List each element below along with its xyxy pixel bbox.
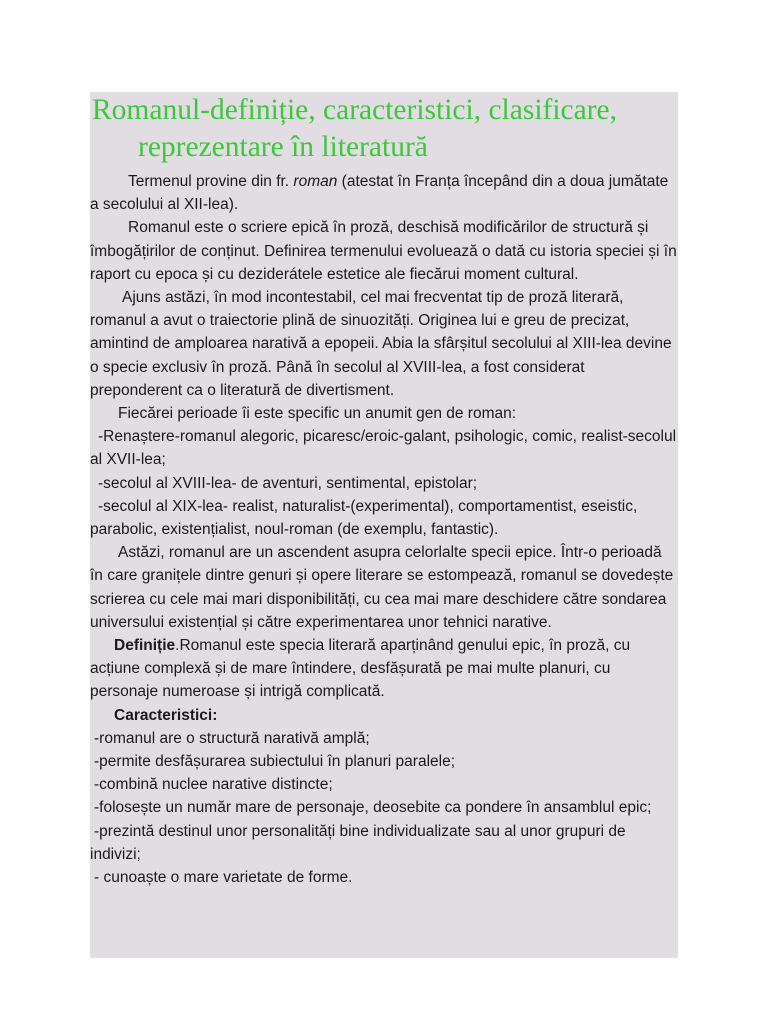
paragraph-periods-intro: Fiecărei perioade îi este specific un anumit gen de roman: <box>118 405 517 423</box>
page-title <box>92 92 682 166</box>
title-line-1: Romanul-definiție, caracteristici, clasificare, <box>92 94 618 126</box>
characteristics-heading: Caracteristici: <box>114 706 218 724</box>
origin-term: roman <box>293 173 338 190</box>
list-item-18th-century: -secolul al XVIII-lea- de aventuri, sentimental, epistolar; <box>98 474 478 492</box>
definition-label: Definiție <box>114 637 176 655</box>
document-body <box>90 170 678 889</box>
definition-text: .Romanul este specia literară aparținând genului epic, în proză, cu acțiune complexă și de mare întindere, desfășurată pe mai multe planuri, cu personaje numeroase și intrigă complicată. <box>90 637 631 701</box>
characteristic-item: -romanul are o structură narativă amplă; <box>94 729 370 747</box>
paragraph-description: Romanul este o scriere epică în proză, deschisă modificărilor de structură și îmbogățirilor de conținut. Definirea termenului evoluează o dată cu istoria speciei și în raport cu epoca și cu deziderátele estetice ale fiecărui moment cultural. <box>90 219 677 283</box>
characteristic-item: - cunoaște o mare varietate de forme. <box>94 869 353 887</box>
paragraph-history: Ajuns astăzi, în mod incontestabil, cel mai frecventat tip de proză literară, romanul a avut o traiectorie plină de sinuozități. Originea lui e greu de precizat, amintind de amploarea narativă a epopeii. Abia la sfârșitul secolului al XIII-lea devine o specie exclusiv în proză. Până în secolul al XVIII-lea, a fost considerat preponderent ca o literatură de divertisment. <box>90 289 672 399</box>
characteristic-item: -permite desfășurarea subiectului în planuri paralele; <box>94 753 456 771</box>
paragraph-definition <box>90 634 678 704</box>
characteristic-item: -folosește un număr mare de personaje, deosebite ca pondere în ansamblul epic; <box>94 799 652 817</box>
characteristic-item: -prezintă destinul unor personalități bine individualizate sau al unor grupuri de indivizi; <box>90 822 626 863</box>
title-line-2: reprezentare în literatură <box>138 131 428 163</box>
list-item-renaissance: -Renaștere-romanul alegoric, picaresc/eroic-galant, psihologic, comic, realist-secolul al XVII-lea; <box>90 428 677 469</box>
origin-text-end: (atestat în Franța începând din a doua jumătate a secolului al XII-lea). <box>90 173 669 214</box>
origin-text: Termenul provine din fr. <box>128 173 294 190</box>
paragraph-today: Astăzi, romanul are un ascendent asupra celorlalte specii epice. Într-o perioadă în care granițele dintre genuri și opere literare se estompează, romanul se dovedește scrierea cu cele mai mari disponibilități, cu cea mai mare deschidere către sondarea universului existențial și către experimentarea unor tehnici narative. <box>90 544 674 631</box>
paragraph-origin <box>90 170 678 216</box>
list-item-19th-century: -secolul al XIX-lea- realist, naturalist-(experimental), comportamentist, eseistic, parabolic, existențialist, noul-roman (de exemplu, fantastic). <box>90 497 638 539</box>
characteristic-item: -combină nuclee narative distincte; <box>94 776 333 794</box>
